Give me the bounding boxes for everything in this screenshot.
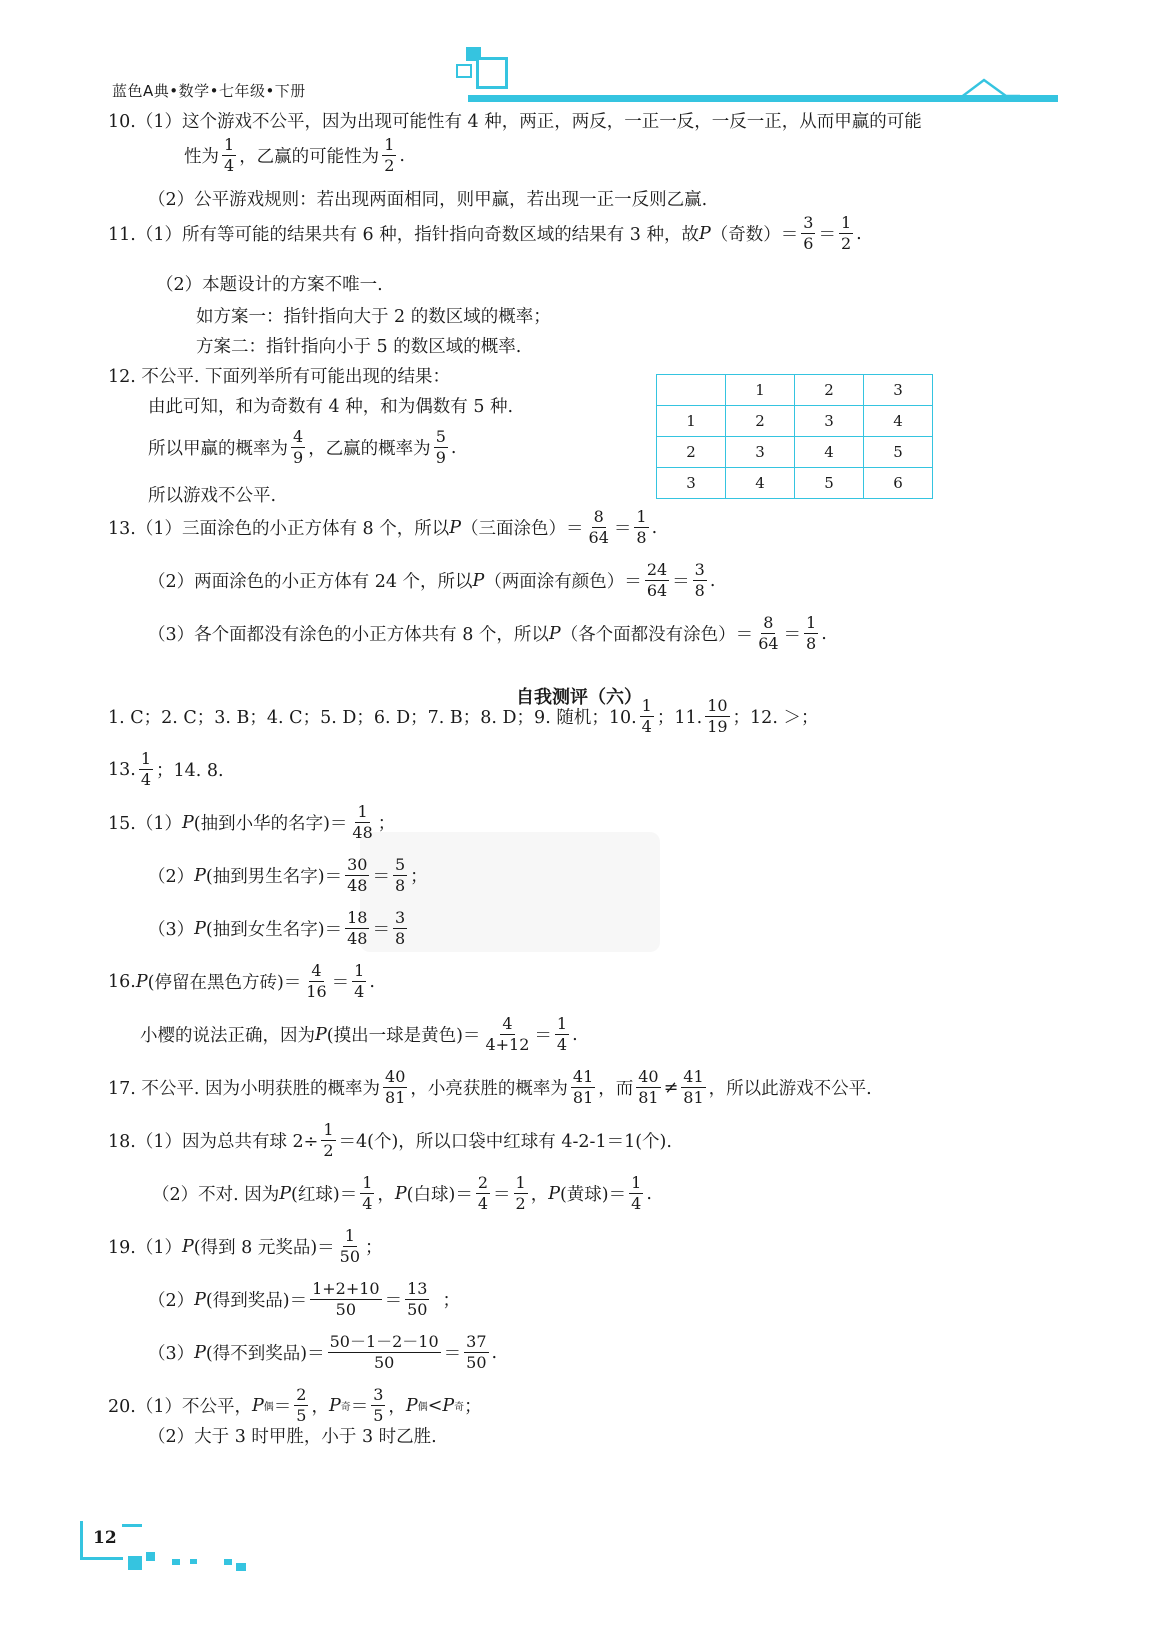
text-run: (得不到奖品)＝ <box>205 1344 325 1365</box>
text-run: ，乙赢的可能性为 <box>239 147 380 168</box>
fraction <box>321 1121 335 1161</box>
q19-line1 <box>108 1227 383 1267</box>
text-run: (得到 8 元奖品)＝ <box>193 1238 335 1259</box>
fraction <box>681 1068 705 1108</box>
text-run: ＝ <box>672 572 690 593</box>
q13-line1 <box>108 508 657 548</box>
q17-line <box>108 1068 872 1108</box>
text-run: 16 <box>306 982 327 1002</box>
text-run: 1. C；2. C；3. B；4. C；5. D；6. D；7. B；8. D；9. 随机；10. <box>108 708 637 729</box>
text-run: 4 <box>556 1035 568 1055</box>
fraction <box>352 962 366 1002</box>
text-run: （2）本题设计的方案不唯一. <box>156 275 383 295</box>
text-run: 5 <box>434 428 448 448</box>
fraction <box>705 697 729 737</box>
q10-line1 <box>108 108 922 133</box>
text-run: 8 <box>592 508 606 528</box>
answers-line1 <box>108 697 818 737</box>
fraction <box>801 214 815 254</box>
table-cell: 3 <box>864 375 933 406</box>
text-run: ，小亮获胜的概率为 <box>410 1079 568 1100</box>
text-run: 4 <box>362 1194 373 1214</box>
text-run: 2 <box>840 234 852 254</box>
text-run: 41 <box>571 1068 595 1088</box>
table-cell: 3 <box>726 437 795 468</box>
fraction <box>393 909 407 949</box>
text-run: ， <box>388 1397 406 1418</box>
fraction <box>645 561 669 601</box>
text-run: 24 <box>645 561 669 581</box>
text-run: 41 <box>681 1068 705 1088</box>
text-run: 4 <box>641 717 652 737</box>
text-run: 1 <box>139 750 153 770</box>
q15-line2 <box>148 856 428 896</box>
text-run: （3） <box>148 1344 195 1365</box>
answers-line2 <box>108 750 224 790</box>
text-run: 20.（1）不公平， <box>108 1397 252 1418</box>
text-run: 奇 <box>454 1402 465 1414</box>
text-run: ＝ <box>534 1026 552 1047</box>
q10-line2 <box>184 136 405 176</box>
q11-line1 <box>108 214 862 254</box>
text-run: P <box>472 570 485 591</box>
table-cell: 2 <box>795 375 864 406</box>
text-run: 48 <box>347 876 368 896</box>
text-run: 12. 不公平. 下面列举所有可能出现的结果： <box>108 367 451 387</box>
q12-line4 <box>148 482 276 507</box>
text-run: 5 <box>296 1406 307 1426</box>
text-run: （两面涂有颜色）＝ <box>484 572 642 593</box>
fraction <box>476 1174 490 1214</box>
text-run: 3 <box>693 561 707 581</box>
q18-line2 <box>152 1174 652 1214</box>
text-run: ，乙赢的概率为 <box>308 439 431 460</box>
text-run: 50 <box>373 1353 395 1373</box>
fraction <box>839 214 853 254</box>
footer-decor-bar <box>122 1524 142 1527</box>
text-run: 1 <box>634 508 648 528</box>
header-decor-square-outline <box>476 57 508 89</box>
text-run: 1 <box>382 136 396 156</box>
q15-line1 <box>108 803 395 843</box>
text-run: 10 <box>705 697 729 717</box>
text-run: 2 <box>476 1174 490 1194</box>
text-run: 5 <box>393 856 407 876</box>
fraction <box>310 1280 382 1320</box>
text-run: ＝ <box>273 1397 292 1418</box>
text-run: 4 <box>140 770 152 790</box>
q19-line3 <box>148 1333 497 1373</box>
text-run: P <box>135 971 148 992</box>
text-run: (抽到男生名字)＝ <box>205 867 343 888</box>
text-run: 1 <box>839 214 853 234</box>
text-run: 50－1－2－10 <box>328 1333 441 1353</box>
text-run: 4 <box>291 428 305 448</box>
text-run: (红球)＝ <box>291 1185 358 1206</box>
text-run: 18.（1）因为总共有球 2÷ <box>108 1132 319 1153</box>
fraction <box>371 1386 385 1426</box>
text-run: （2）公平游戏规则：若出现两面相同，则甲赢，若出现一正一反则乙赢. <box>148 190 708 210</box>
text-run: 30 <box>345 856 369 876</box>
text-run: 18 <box>345 909 369 929</box>
text-run: ≠ <box>663 1077 679 1098</box>
table-cell: 1 <box>726 375 795 406</box>
text-run: 小樱的说法正确，因为 <box>140 1026 315 1047</box>
table-cell: 6 <box>864 468 933 499</box>
text-run: 17. 不公平. 因为小明获胜的概率为 <box>108 1079 381 1100</box>
text-run: ＝ <box>331 973 350 994</box>
text-run: . <box>856 223 862 244</box>
text-run: 40 <box>636 1068 660 1088</box>
fraction <box>350 803 374 843</box>
text-run: . <box>450 437 457 458</box>
text-run: ＝ <box>372 920 390 941</box>
text-run: P <box>181 812 194 833</box>
text-run: 50 <box>407 1300 428 1320</box>
text-run: 16. <box>108 971 136 992</box>
text-run: P <box>315 1024 327 1045</box>
q20-line1 <box>108 1386 482 1426</box>
text-run: 81 <box>638 1088 659 1108</box>
footer-decor-dot <box>236 1563 246 1571</box>
text-run: 性为 <box>184 147 219 168</box>
fraction <box>634 508 648 548</box>
text-run: 8 <box>761 614 775 634</box>
text-run: (黄球)＝ <box>559 1185 627 1206</box>
text-run: 13 <box>405 1280 429 1300</box>
q12-line2 <box>148 393 513 418</box>
text-run: 81 <box>385 1088 406 1108</box>
text-run: ＝4(个)，所以口袋中红球有 4-2-1＝1(个). <box>338 1132 672 1153</box>
text-run: 2 <box>294 1386 308 1406</box>
text-run: 2 <box>323 1141 334 1161</box>
header-peak-icon <box>960 76 1020 100</box>
text-run: 40 <box>383 1068 407 1088</box>
text-run: P <box>394 1183 407 1204</box>
text-run: 1 <box>640 697 654 717</box>
q16-line1 <box>108 962 375 1002</box>
text-run: 1 <box>804 614 818 634</box>
text-run: P <box>405 1395 418 1416</box>
text-run: P <box>194 1342 206 1363</box>
text-run: P <box>181 1236 194 1257</box>
fraction <box>222 136 236 176</box>
text-run: 所以甲赢的概率为 <box>148 439 288 460</box>
fraction <box>139 750 153 790</box>
text-run: 1 <box>555 1015 569 1035</box>
text-run: ＝ <box>384 1291 403 1312</box>
text-run: 15.（1） <box>108 814 182 835</box>
fraction <box>693 561 707 601</box>
text-run: 4 <box>631 1194 642 1214</box>
text-run: 50 <box>466 1353 487 1373</box>
text-run: （3） <box>148 920 195 941</box>
text-run: 8 <box>636 528 647 548</box>
text-run: ＝ <box>493 1185 511 1206</box>
text-run: . <box>572 1024 578 1045</box>
text-run: 所以游戏不公平. <box>148 486 277 506</box>
fraction <box>304 962 328 1002</box>
fraction <box>393 856 407 896</box>
text-run: 37 <box>464 1333 488 1353</box>
text-run: P <box>442 1395 455 1416</box>
text-run: . <box>491 1342 498 1363</box>
table-cell: 5 <box>795 468 864 499</box>
text-run: P <box>449 517 462 538</box>
text-run: 48 <box>352 823 373 843</box>
text-run: P <box>194 1289 206 1310</box>
text-run: 9 <box>293 448 304 468</box>
q19-line2 <box>148 1280 460 1320</box>
text-run: . <box>709 570 716 591</box>
table-cell: 3 <box>657 468 726 499</box>
table-row <box>657 375 933 406</box>
table-cell: 1 <box>657 406 726 437</box>
text-run: P <box>698 223 711 244</box>
text-run: . <box>651 517 658 538</box>
text-run: 64 <box>758 634 779 654</box>
text-run: 4 <box>309 962 323 982</box>
text-run: ，而 <box>598 1079 634 1100</box>
text-run: 1 <box>352 962 366 982</box>
table-cell: 5 <box>864 437 933 468</box>
sum-table <box>656 374 933 499</box>
fraction <box>405 1280 429 1320</box>
text-run: 偶 <box>417 1402 428 1414</box>
text-run: ； <box>442 1291 460 1312</box>
q10-line3 <box>148 186 707 211</box>
text-run: 19 <box>707 717 728 737</box>
text-run: 48 <box>347 929 368 949</box>
table-row <box>657 468 933 499</box>
text-run: 1 <box>321 1121 335 1141</box>
header-title: 蓝色A典•数学•七年级•下册 <box>112 82 306 100</box>
text-run: 13. <box>108 759 136 780</box>
q13-line3 <box>148 614 827 654</box>
text-run: ， <box>530 1185 549 1206</box>
fraction <box>636 1068 660 1108</box>
text-run: P <box>548 623 561 644</box>
text-run: (白球)＝ <box>406 1185 473 1206</box>
footer-decor-dot <box>172 1559 180 1565</box>
text-run: 10.（1）这个游戏不公平，因为出现可能性有 4 种，两正，两反，一正一反，一反一正，从而甲赢的可能 <box>108 112 922 132</box>
text-run: 64 <box>646 581 668 601</box>
text-run: ， <box>311 1397 329 1418</box>
text-run: 4 <box>500 1015 514 1035</box>
text-run: ＝ <box>350 1397 369 1418</box>
text-run: 50 <box>335 1300 357 1320</box>
text-run: ， <box>377 1185 395 1206</box>
text-run: （2）大于 3 时甲胜，小于 3 时乙胜. <box>148 1427 437 1447</box>
fraction <box>483 1015 531 1055</box>
text-run: 4+12 <box>485 1035 530 1055</box>
text-run: 2 <box>384 156 395 176</box>
text-run: 4 <box>224 156 235 176</box>
text-run: ，所以此游戏不公平. <box>708 1079 872 1100</box>
footer-decor-dot <box>146 1552 155 1561</box>
table-cell: 4 <box>795 437 864 468</box>
text-run: P <box>194 918 206 939</box>
fraction <box>345 856 369 896</box>
q16-line2 <box>140 1015 578 1055</box>
fraction <box>464 1333 488 1373</box>
text-run: ；14. 8. <box>156 761 224 782</box>
footer-decor-dot <box>190 1559 197 1564</box>
text-run: ；11. <box>656 708 703 729</box>
text-run: 8 <box>806 634 817 654</box>
q13-line2 <box>148 561 715 601</box>
q11-line4 <box>196 333 521 358</box>
text-run: 81 <box>683 1088 704 1108</box>
text-run: ＝ <box>443 1344 462 1365</box>
text-run: 81 <box>572 1088 594 1108</box>
text-run: 8 <box>394 876 406 896</box>
table-cell: 4 <box>726 468 795 499</box>
fraction <box>587 508 611 548</box>
fraction <box>338 1227 362 1267</box>
text-run: (停留在黑色方砖)＝ <box>147 973 302 994</box>
text-run: ＝ <box>818 225 836 246</box>
section-title: 自我测评（六） <box>516 687 642 708</box>
text-run: 如方案一：指针指向大于 2 的数区域的概率； <box>196 307 551 327</box>
fraction <box>294 1386 308 1426</box>
text-run: 13.（1）三面涂色的小正方体有 8 个，所以 <box>108 519 450 540</box>
table-cell <box>657 375 726 406</box>
text-run: 1 <box>355 803 369 823</box>
text-run: . <box>369 971 375 992</box>
text-run: ； <box>464 1397 482 1418</box>
text-run: 4 <box>354 982 365 1002</box>
text-run: 4 <box>477 1194 489 1214</box>
fraction <box>756 614 780 654</box>
table-row <box>657 437 933 468</box>
text-run: . <box>646 1183 652 1204</box>
text-run: ＝ <box>783 625 802 646</box>
text-run: ＝ <box>613 519 632 540</box>
table-cell: 3 <box>795 406 864 437</box>
text-run: 3 <box>801 214 815 234</box>
text-run: 8 <box>394 929 406 949</box>
fraction <box>345 909 369 949</box>
text-run: 5 <box>373 1406 384 1426</box>
q12-line1 <box>108 363 450 388</box>
table-cell: 4 <box>864 406 933 437</box>
q12-line3 <box>148 428 456 468</box>
text-run: （2）两面涂色的小正方体有 24 个，所以 <box>148 572 473 593</box>
q20-line2 <box>148 1423 437 1448</box>
text-run: 偶 <box>263 1402 274 1414</box>
fraction <box>555 1015 569 1055</box>
table-cell: 2 <box>657 437 726 468</box>
text-run: 1 <box>514 1174 528 1194</box>
text-run: ； <box>410 867 428 888</box>
text-run: 2 <box>515 1194 526 1214</box>
text-run: < <box>427 1395 443 1416</box>
text-run: 1 <box>222 136 236 156</box>
text-run: (抽到女生名字)＝ <box>205 920 343 941</box>
text-run: 3 <box>393 909 407 929</box>
text-run: （3）各个面都没有涂色的小正方体共有 8 个，所以 <box>148 625 549 646</box>
text-run: 由此可知，和为奇数有 4 种，和为偶数有 5 种. <box>148 397 514 417</box>
text-run: 1 <box>629 1174 643 1194</box>
text-run: （奇数）＝ <box>710 225 799 246</box>
text-run: P <box>548 1183 560 1204</box>
fraction <box>804 614 818 654</box>
text-run: （三面涂色）＝ <box>461 519 584 540</box>
text-run: P <box>194 865 206 886</box>
text-run: (得到奖品)＝ <box>205 1291 308 1312</box>
text-run: 19.（1） <box>108 1238 182 1259</box>
text-run: 64 <box>588 528 609 548</box>
text-run: 方案二：指针指向小于 5 的数区域的概率. <box>196 337 522 357</box>
text-run: P <box>279 1183 292 1204</box>
text-run: . <box>821 623 827 644</box>
text-run: （各个面都没有涂色）＝ <box>560 625 754 646</box>
text-run: (摸出一球是黄色)＝ <box>326 1026 481 1047</box>
fraction <box>640 697 654 737</box>
text-run: ； <box>365 1238 383 1259</box>
text-run: 11.（1）所有等可能的结果共有 6 种，指针指向奇数区域的结果有 3 种，故 <box>108 225 699 246</box>
text-run: 9 <box>435 448 446 468</box>
text-run: 6 <box>803 234 814 254</box>
page-number: 12 <box>93 1528 117 1548</box>
fraction <box>328 1333 441 1373</box>
fraction <box>291 428 305 468</box>
fraction <box>514 1174 528 1214</box>
fraction <box>360 1174 374 1214</box>
q18-line1 <box>108 1121 672 1161</box>
text-run: 1+2+10 <box>310 1280 382 1300</box>
fraction <box>382 136 396 176</box>
q11-line3 <box>196 303 551 328</box>
table-row <box>657 406 933 437</box>
text-run: P <box>251 1395 264 1416</box>
fraction <box>629 1174 643 1214</box>
fraction <box>434 428 448 468</box>
fraction <box>383 1068 407 1108</box>
fraction <box>571 1068 595 1108</box>
text-run: 8 <box>694 581 705 601</box>
text-run: P <box>328 1395 341 1416</box>
text-run: (抽到小华的名字)＝ <box>193 814 348 835</box>
footer-decor-dot <box>224 1559 232 1565</box>
text-run: ；12. ＞； <box>732 708 819 729</box>
q15-line3 <box>148 909 410 949</box>
footer-decor-dot <box>128 1556 142 1570</box>
text-run: （2）不对. 因为 <box>152 1185 280 1206</box>
header-decor-square-small <box>456 64 472 78</box>
q11-line2 <box>156 271 383 296</box>
text-run: 奇 <box>340 1402 351 1414</box>
text-run: 1 <box>360 1174 374 1194</box>
text-run: 50 <box>339 1247 361 1267</box>
text-run: ＝ <box>372 867 390 888</box>
text-run: （2） <box>148 1291 195 1312</box>
text-run: ； <box>377 814 396 835</box>
text-run: . <box>399 145 405 166</box>
table-cell: 2 <box>726 406 795 437</box>
text-run: （2） <box>148 867 195 888</box>
text-run: 1 <box>343 1227 357 1247</box>
text-run: 3 <box>371 1386 385 1406</box>
